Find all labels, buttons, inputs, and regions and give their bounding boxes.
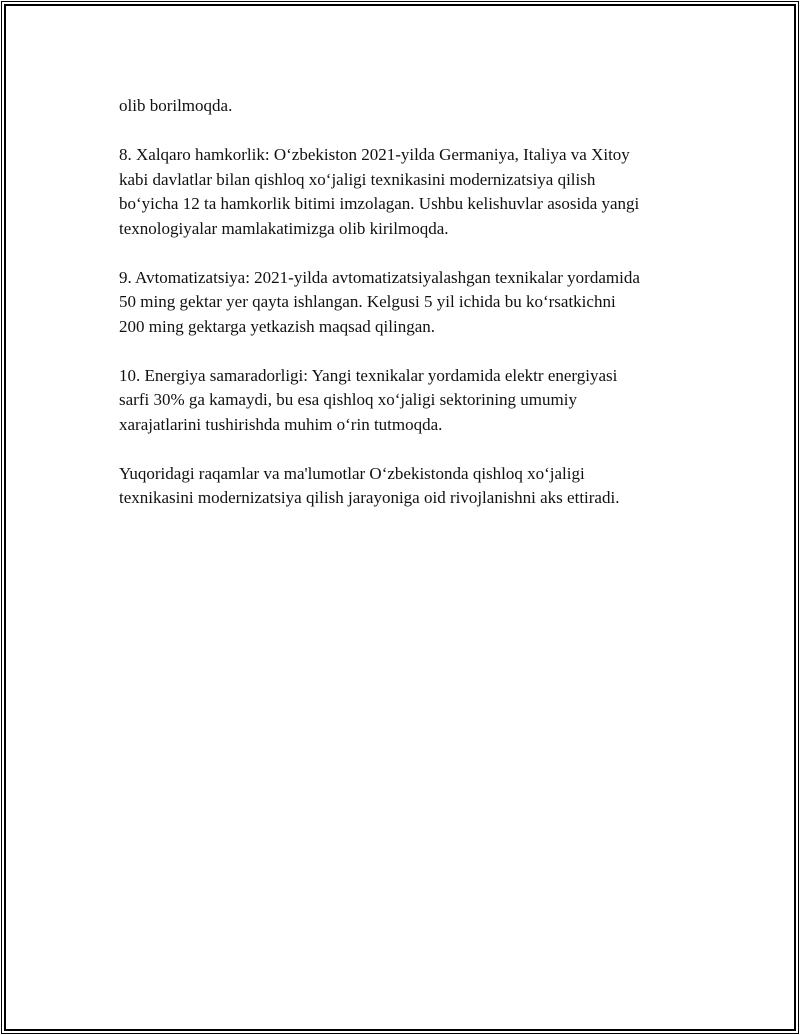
paragraph-continuation: olib borilmoqda.	[119, 96, 233, 115]
paragraph-automation: 9. Avtomatizatsiya: 2021-yilda avtomatizatsiyalashgan texnikalar yordamida 50 ming gektar yer qayta ishlangan. Kelgusi 5 yil ichida bu ko‘rsatkichni 200 ming gektarga yetkazish maqsad qilingan.	[119, 267, 640, 336]
document-page	[4, 4, 796, 1031]
paragraph-international-cooperation: 8. Xalqaro hamkorlik: O‘zbekiston 2021-yilda Germaniya, Italiya va Xitoy kabi davlatlar bilan qishloq xo‘jaligi texnikasini modernizatsiya qilish bo‘yicha 12 ta hamkorlik bitimi imzolagan. Ushbu kelishuvlar asosida yangi texnologiyalar mamlakatimizga olib kirilmoqda.	[119, 145, 640, 238]
paragraph-conclusion: Yuqoridagi raqamlar va ma'lumotlar O‘zbekistonda qishloq xo‘jaligi texnikasini modernizatsiya qilish jarayoniga oid rivojlanishni aks ettiradi.	[119, 463, 620, 507]
document-body	[119, 94, 709, 535]
paragraph-energy-efficiency: 10. Energiya samaradorligi: Yangi texnikalar yordamida elektr energiyasi sarfi 30% ga kamaydi, bu esa qishloq xo‘jaligi sektorining umumiy xarajatlarini tushirishda muhim o‘rin tutmoqda.	[119, 365, 618, 434]
